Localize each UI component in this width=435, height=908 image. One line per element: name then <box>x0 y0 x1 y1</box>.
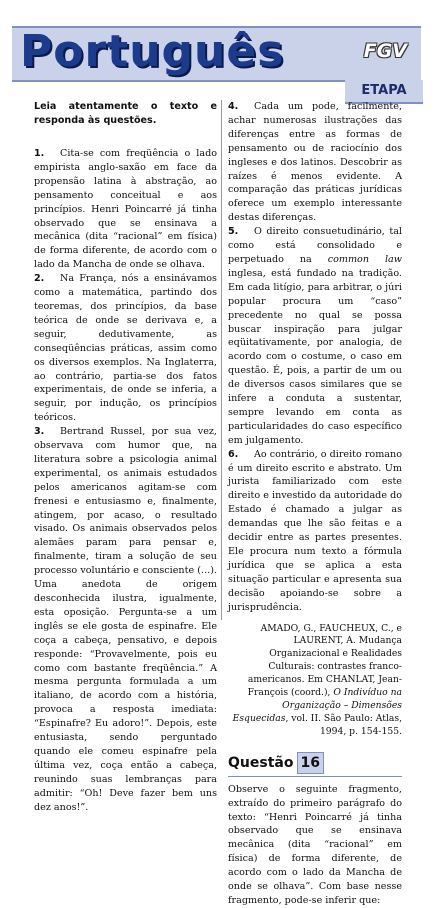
reference-book-title: O Indivíduo na Organização – Dimensões Esquecidas <box>232 687 402 724</box>
paragraph-text: Ao contrário, o direito romano é um direito escrito e abstrato. Um jurista familiarizado com este direito e investido da autoridade do Estado é chamado a julgar as demandas que lhe são feitas e a decidir entre as partes presentes. Ele procura num texto a fórmula jurídica que se aplica a esta situação particular e apresenta sua decisão apoiando-se sobre a jurisprudência. <box>228 448 402 613</box>
paragraph-number: 6. <box>228 448 239 460</box>
reference-publisher: , vol. II. São Paulo: Atlas, 1994, p. 154-155. <box>285 712 402 737</box>
paragraph-4 <box>228 100 402 225</box>
paragraph-number: 2. <box>34 273 45 285</box>
paragraph-text: Bertrand Russel, por sua vez, observava com humor que, na literatura sobre a psicologia animal experimental, os animais estudados pelos americanos agitam-se com frenesi e entusiasmo e, finalmente, atingem, por acaso, o resultado visado. Os animais observados pelos alemães param para pensar e, finalmente, tiram a solução de seu processo voluntário e consciente (...). Uma anedota de origem desconhecida ilustra, igualmente, esta oposição. Pergunta-se a um inglês se ele gosta de espinafre. Ele coça a cabeça, pensativo, e depois responde: “Provavelmente, pois eu como com bastante freqüência.” A mesma pergunta formulada a um italiano, de acordo com a história, provoca a resposta imediata: “Espinafre? Eu adoro!”. Depois, este entusiasta, sendo perguntado quando ele comeu espinafre pela última vez, coça então a cabeça, reunindo suas lembranças para admitir: “Oh! Deve fazer bem uns dez anos!”. <box>34 426 217 813</box>
paragraph-number: 1. <box>34 148 45 159</box>
question-number: 16 <box>297 752 324 774</box>
question-text: Observe o seguinte fragmento, extraído do primeiro parágrafo do texto: “Henri Poincarré já tinha observado que se ensinava mecânica (dita “racional” em física) de forma diferente, de acordo com o lado da Mancha de onde se olhava”. Com base nesse fragmento, pode-se inferir que: <box>228 783 402 906</box>
paragraph-text-cont: inglesa, está fundado na tradição. Em cada litígio, para arbitrar, o júri popular procura um “caso” precedente no qual se possa buscar inspiração para julgar eqüitativamente, por analogia, de acordo com o costume, o caso em questão. É, pois, a partir de um ou de diversos casos similares que se infere a conduta a sustentar, sempre levando em conta as particularidades do caso específico em julgamento. <box>228 267 402 446</box>
paragraph-text: O direito consuetudinário, tal como está consolidado e perpetuado na <box>228 226 402 265</box>
column-divider <box>221 100 222 620</box>
left-column <box>34 100 217 815</box>
paragraph-number: 3. <box>34 426 45 438</box>
question-header <box>228 751 402 777</box>
right-column <box>228 100 402 908</box>
paragraph-1 <box>34 147 217 272</box>
paragraph-text: Na França, nós a ensinávamos como a matemática, partindo dos teoremas, dos princípios, da base teórica de onde se derivava e, a seguir, dedutivamente, as conseqüências práticas, assim como os diversos exemplos. Na Inglaterra, ao contrário, partia-se dos fatos experimentais, de onde se inferia, a seguir, por indução, os princípios teóricos. <box>34 273 217 424</box>
paragraph-2 <box>34 272 217 425</box>
question-underline <box>228 776 402 777</box>
instruction-text: Leia atentamente o texto e responda às questões. <box>34 101 217 126</box>
etapa-badge: ETAPA <box>345 80 423 104</box>
paragraph-text: Cita-se com freqüência o lado empirista anglo-saxão em face da propensão latina à abstração, ao pensamento conceitual e aos princípios. Henri Poincarré já tinha observado que se ensinava a mecânica (dita “racional” em física) de forma diferente, de acordo com o lado da Mancha de onde se olhava. <box>34 148 217 271</box>
common-law-term: common law <box>327 253 402 265</box>
reference-authors: AMADO, G., FAUCHEUX, C., e LAURENT, A. Mudança Organizacional e Realidades Culturais: contrastes franco-americanos. Em CHANLAT, Jean-François (coord.), <box>247 622 402 699</box>
fgv-logo: FGV <box>363 40 407 62</box>
paragraph-3 <box>34 425 217 814</box>
paragraph-number: 4. <box>228 101 239 112</box>
paragraph-text: Cada um pode, facilmente, achar numerosas ilustrações das diferenças entre as formas de pensamento ou de raciocínio dos ingleses e dos latinos. Descobrir as raízes é menos evidente. A comparação das práticas jurídicas oferece um exemplo interessante destas diferenças. <box>228 101 402 224</box>
page-header <box>0 0 435 108</box>
paragraph-number: 5. <box>228 226 239 238</box>
paragraph-6 <box>228 448 402 615</box>
paragraph-5 <box>228 225 402 448</box>
subject-title: Português <box>20 26 285 77</box>
question-label: Questão <box>228 754 294 771</box>
